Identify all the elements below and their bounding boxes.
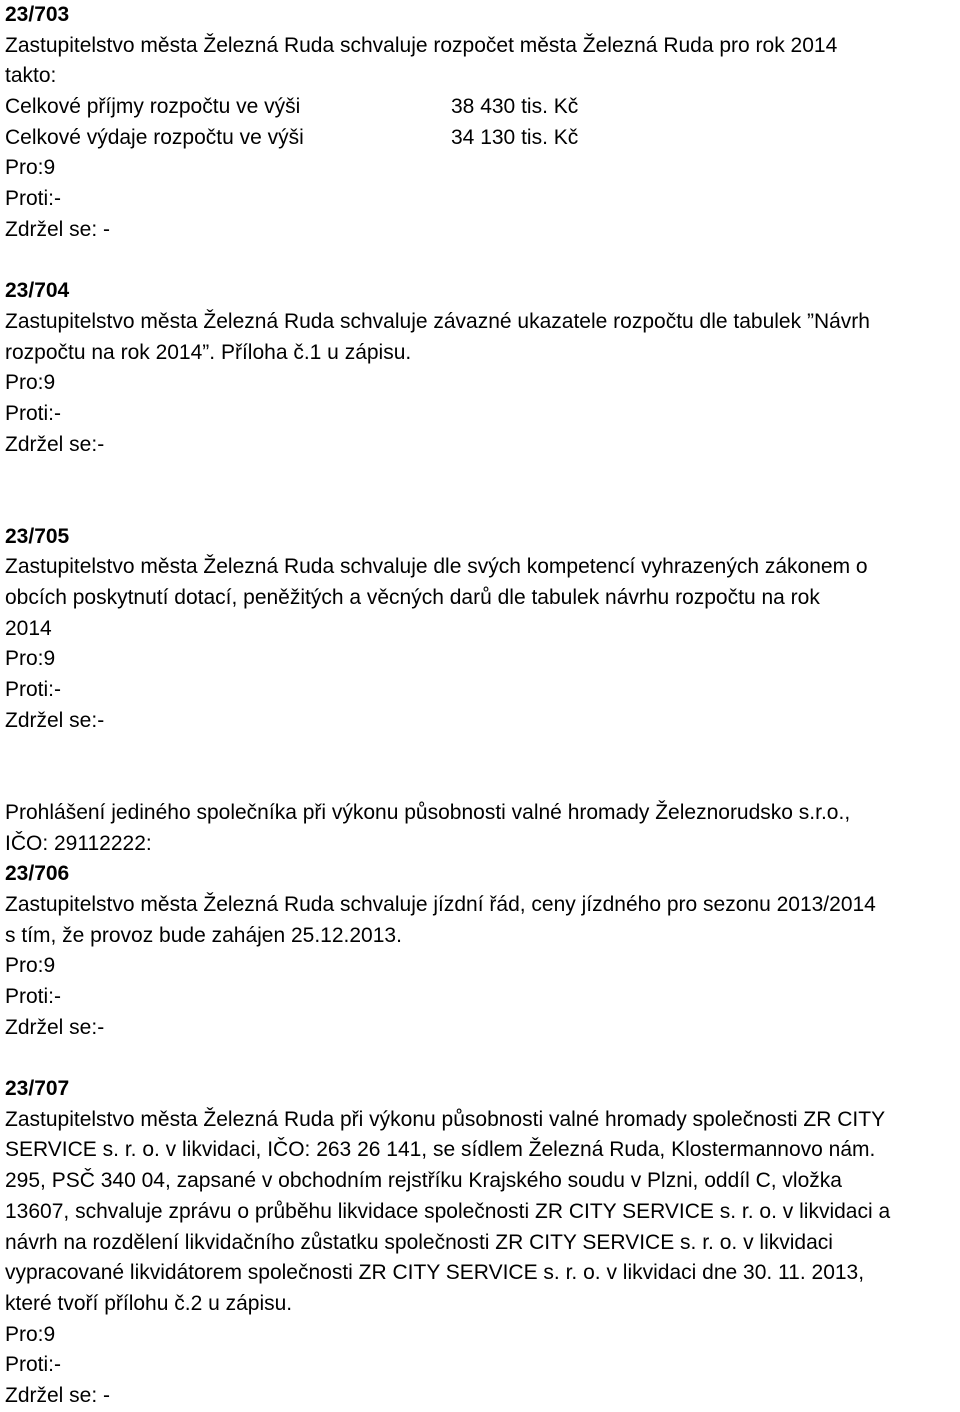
- vote-proti: Proti:-: [5, 1353, 62, 1377]
- resolution-number: 23/707: [5, 1077, 70, 1101]
- budget-value: 34 130 tis. Kč: [451, 125, 579, 149]
- spacer: [5, 246, 955, 277]
- vote-proti: Proti:-: [5, 401, 62, 425]
- vote-zdrzel: Zdržel se:-: [5, 708, 105, 732]
- resolution-23-707: [5, 1074, 955, 1412]
- resolution-text-line: 2014: [5, 616, 52, 640]
- vote-zdrzel: Zdržel se:-: [5, 1015, 105, 1039]
- budget-label: Celkové příjmy rozpočtu ve výši: [5, 95, 301, 119]
- resolution-text-line: Zastupitelstvo města Železná Ruda schvaluje rozpočet města Železná Ruda pro rok 2014: [5, 33, 838, 57]
- spacer: [5, 460, 955, 521]
- spacer: [5, 1043, 955, 1074]
- vote-pro: Pro:9: [5, 156, 56, 180]
- resolution-text-line: SERVICE s. r. o. v likvidaci, IČO: 263 26 141, se sídlem Železná Ruda, Klostermannovo nám.: [5, 1138, 876, 1162]
- budget-label: Celkové výdaje rozpočtu ve výši: [5, 125, 304, 149]
- resolution-text-line: vypracované likvidátorem společnosti ZR CITY SERVICE s. r. o. v likvidaci dne 30. 11. 2013,: [5, 1261, 865, 1285]
- resolution-number: 23/706: [5, 862, 70, 886]
- vote-pro: Pro:9: [5, 371, 56, 395]
- resolution-text-line: 13607, schvaluje zprávu o průběhu likvidace společnosti ZR CITY SERVICE s. r. o. v likvidaci a: [5, 1199, 891, 1223]
- declaration-line: Prohlášení jediného společníka při výkonu působnosti valné hromady Železnorudsko s.r.o.,: [5, 800, 851, 824]
- resolution-text-line: takto:: [5, 64, 57, 88]
- resolution-23-706: [5, 798, 955, 1044]
- resolution-text-line: rozpočtu na rok 2014”. Příloha č.1 u zápisu.: [5, 340, 412, 364]
- vote-zdrzel: Zdržel se: -: [5, 217, 111, 241]
- resolution-text-line: Zastupitelstvo města Železná Ruda při výkonu působnosti valné hromady společnosti ZR CITY: [5, 1107, 886, 1131]
- budget-row-income: [5, 92, 955, 123]
- resolution-number: 23/704: [5, 279, 70, 303]
- resolution-text-line: s tím, že provoz bude zahájen 25.12.2013.: [5, 923, 402, 947]
- vote-proti: Proti:-: [5, 985, 62, 1009]
- vote-proti: Proti:-: [5, 187, 62, 211]
- spacer: [5, 737, 955, 798]
- vote-zdrzel: Zdržel se: -: [5, 1383, 111, 1407]
- vote-pro: Pro:9: [5, 647, 56, 671]
- resolution-23-704: [5, 276, 955, 460]
- resolution-23-705: [5, 522, 955, 737]
- resolution-text-line: obcích poskytnutí dotací, peněžitých a věcných darů dle tabulek návrhu rozpočtu na rok: [5, 586, 820, 610]
- budget-value: 38 430 tis. Kč: [451, 95, 579, 119]
- resolution-text-line: Zastupitelstvo města Železná Ruda schvaluje dle svých kompetencí vyhrazených zákonem o: [5, 555, 868, 579]
- vote-pro: Pro:9: [5, 954, 56, 978]
- resolution-number: 23/705: [5, 524, 70, 548]
- resolution-text-line: Zastupitelstvo města Železná Ruda schvaluje závazné ukazatele rozpočtu dle tabulek ”Návrh: [5, 309, 870, 333]
- resolution-23-703: [5, 0, 955, 246]
- document-page: [5, 0, 955, 1412]
- resolution-text-line: které tvoří přílohu č.2 u zápisu.: [5, 1291, 293, 1315]
- resolution-text-line: Zastupitelstvo města Železná Ruda schvaluje jízdní řád, ceny jízdného pro sezonu 2013/2014: [5, 892, 876, 916]
- vote-zdrzel: Zdržel se:-: [5, 432, 105, 456]
- resolution-text-line: 295, PSČ 340 04, zapsané v obchodním rejstříku Krajského soudu v Plzni, oddíl C, vložka: [5, 1169, 842, 1193]
- budget-row-expenses: [5, 123, 955, 154]
- resolution-text-line: návrh na rozdělení likvidačního zůstatku společnosti ZR CITY SERVICE s. r. o. v likvidaci: [5, 1230, 833, 1254]
- vote-pro: Pro:9: [5, 1322, 56, 1346]
- declaration-line: IČO: 29112222:: [5, 831, 152, 855]
- resolution-number: 23/703: [5, 3, 70, 26]
- vote-proti: Proti:-: [5, 678, 62, 702]
